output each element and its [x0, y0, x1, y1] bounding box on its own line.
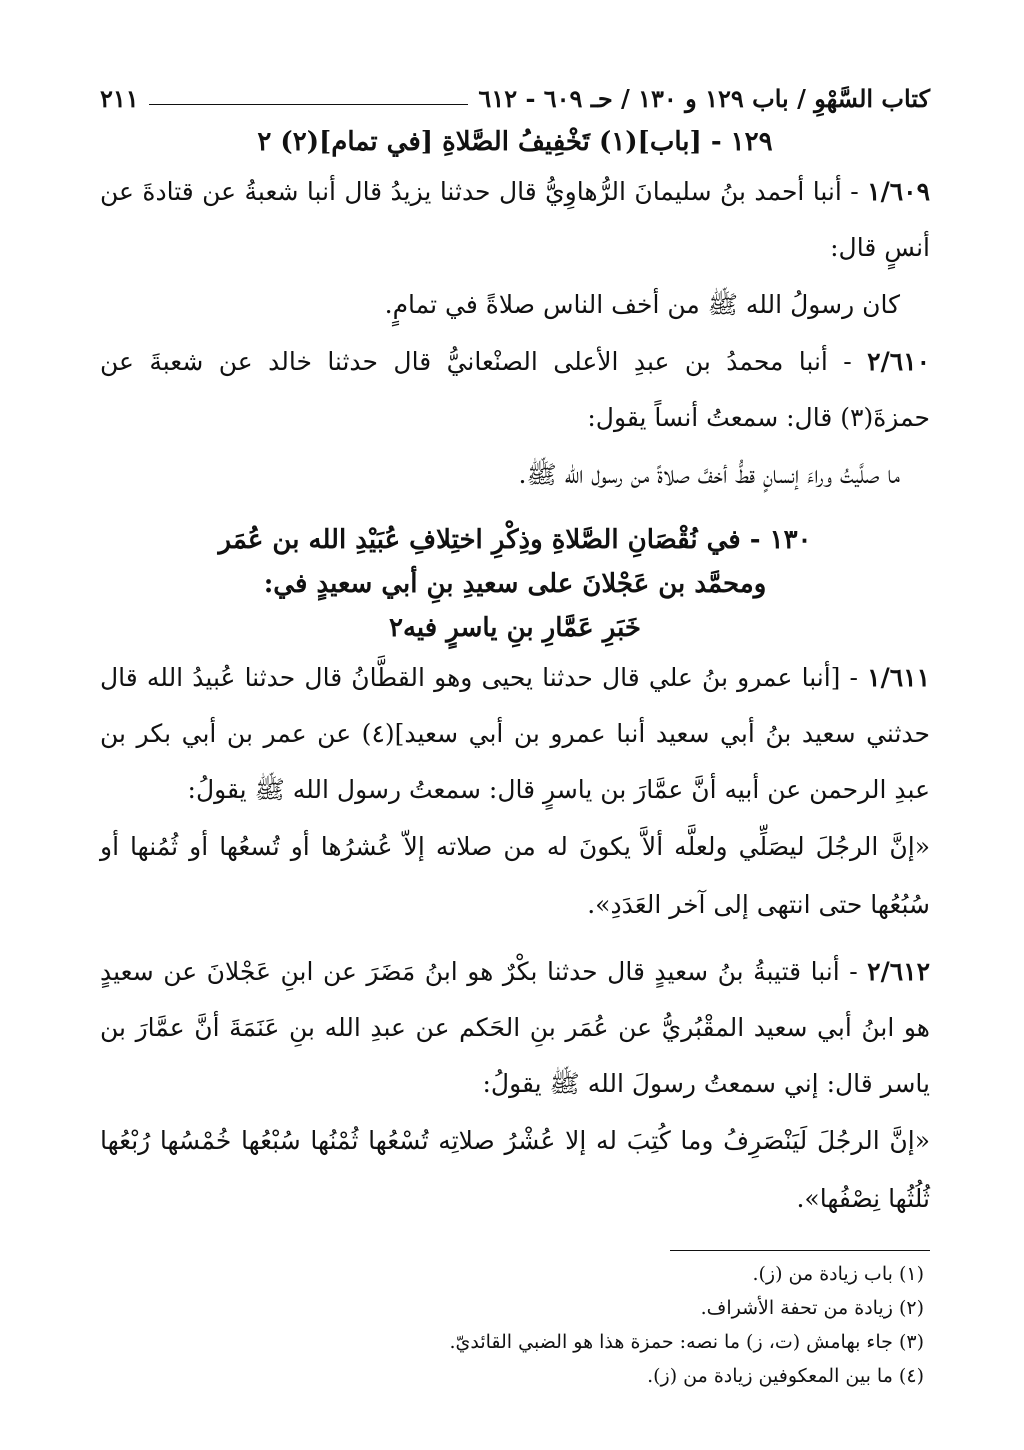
footnote-4: (٤) ما بين المعكوفين زيادة من (ز). — [647, 1365, 924, 1387]
footnote-2: (٢) زيادة من تحفة الأشراف. — [700, 1297, 924, 1319]
footnotes — [100, 1250, 930, 1393]
hadith-isnad: - أنبا قتيبةُ بنُ سعيدٍ قال حدثنا بكْرٌ هو ابنُ مَضَرَ عن ابنِ عَجْلانَ عن سعيدٍ هو ابنُ أبي سعيد المقْبُريُّ عن عُمَر بنِ الحَكم عن عبدِ الله بنِ عَنَمَةَ أنَّ عمَّارَ بن ياسر قال: إني سمعتُ رسولَ الله ﷺ يقولُ: — [100, 957, 930, 1098]
footnote-1: (١) باب زيادة من (ز). — [752, 1263, 924, 1285]
hadith-612 — [100, 944, 930, 1112]
footnote-rule — [670, 1250, 930, 1251]
spacer — [100, 934, 930, 944]
hadith-isnad: - [أنبا عمرو بنُ علي قال حدثنا يحيى وهو القطَّانُ قال حدثنا عُبيدُ الله قال حدثني سعيد بنُ أبي سعيد أنبا عمرو بن أبي سعيد](٤) عن عمر بن أبي بكر بن عبدِ الرحمن عن أبيه أنَّ عمَّارَ بن ياسرٍ قال: سمعتُ رسول الله ﷺ يقولُ: — [100, 663, 931, 804]
hadith-isnad: - أنبا أحمد بنُ سليمانَ الرُّهاوِيُّ قال حدثنا يزيدُ قال أنبا شعبةُ عن قتادةَ عن أنسٍ قال: — [100, 177, 930, 262]
header-rule — [149, 104, 469, 105]
hadith-610 — [100, 334, 930, 446]
hadith-number: ٢/٦١٢ — [867, 957, 930, 986]
hadith-matn: «إنَّ الرجُلَ لَيَنْصَرِفُ وما كُتِبَ له إلا عُشْرُ صلاتِه تُسْعُها ثُمْنُها سُبْعُها خُمْسُها رُبْعُها ثُلُثُها نِصْفُها». — [100, 1126, 930, 1213]
document-page — [100, 78, 930, 1418]
hadith-matn: ما صلَّيتُ وراءَ إنسانٍ قطُّ أخفَّ صلاةً من رسول الله ﷺ. — [518, 460, 900, 489]
hadith-isnad: - أنبا محمدُ بن عبدِ الأعلى الصنْعانيُّ قال حدثنا خالد عن شعبةَ عن حمزةَ(٣) قال: سمعتُ أنساً يقول: — [100, 347, 930, 432]
hadith-number: ١/٦٠٩ — [867, 177, 930, 206]
page-number: ٢١١ — [100, 83, 139, 113]
section-heading-line: ومحمَّد بن عَجْلانَ على سعيدِ بنِ أبي سعيدٍ في: — [263, 569, 767, 599]
header-title: كتاب السَّهْوِ / باب ١٢٩ و ١٣٠ / حـ ٦٠٩ - ٦١٢ — [478, 83, 930, 113]
hadith-matn: كان رسولُ الله ﷺ من أخف الناس صلاةً في تمامٍ. — [384, 290, 900, 319]
section-heading-line: خَبَرِ عَمَّارِ بنِ ياسرٍ فيه٢ — [389, 613, 641, 643]
section-heading-line: ١٣٠ - في نُقْصَانِ الصَّلاةِ وذِكْرِ اختِلافِ عُبَيْدِ الله بن عُمَر — [218, 525, 812, 555]
hadith-number: ١/٦١١ — [867, 663, 930, 692]
hadith-number: ٢/٦١٠ — [867, 347, 930, 376]
section-heading-129: ١٢٩ - [باب](١) تَخْفِيفُ الصَّلاةِ [في تمام](٢) ٢ — [257, 127, 773, 157]
section-heading-130 — [100, 518, 930, 650]
hadith-609 — [100, 164, 930, 276]
footnote-3: (٣) جاء بهامش (ت، ز) ما نصه: حمزة هذا هو الضبي القائديّ. — [449, 1331, 924, 1353]
running-header — [100, 78, 930, 118]
hadith-611 — [100, 650, 930, 818]
hadith-matn: «إنَّ الرجُلَ ليصَلِّي ولعلَّه ألاَّ يكونَ له من صلاته إلاّ عُشرُها أو تُسعُها أو ثُمُنها أو سُبُعُها حتى انتهى إلى آخر العَدَدِ». — [100, 832, 930, 919]
